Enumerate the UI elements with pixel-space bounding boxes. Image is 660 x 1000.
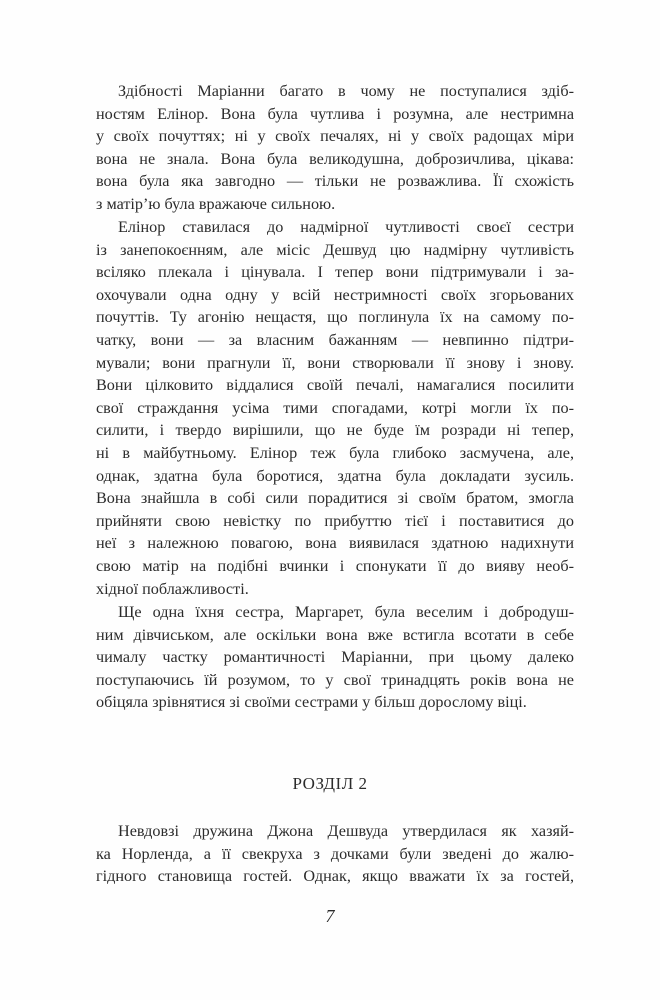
text-line: Ще одна їхня сестра, Маргарет, була веселим і добродуш- [118,603,574,621]
text-line: неї з належною повагою, вона виявилася здатною надихнути [96,534,574,553]
text-line: Елінор ставилася до надмірної чутливості своєї сестри [118,218,574,236]
page-number: 7 [325,906,335,926]
text-line: поступаючись їй розумом, то у свої тринадцять років вона не [96,670,574,689]
text-line: Здібності Маріанни багато в чому не поступалися здіб- [118,82,574,100]
text-line: у своїх почуттях; ні у своїх печалях, ні у своїх радощах міри [96,127,574,146]
text-line: ним дівчиськом, але оскільки вона вже встигла всотати в себе [96,625,574,644]
paragraph [96,216,574,600]
text-line: обіцяла зрівнятися зі своїми сестрами у більш дорослому віці. [96,693,527,712]
text-line: Вона знайшла в собі сили порадитися зі своїм братом, змогла [96,489,574,508]
paragraph [96,820,574,888]
text-line: вона не знала. Вона була великодушна, доброзичлива, цікава: [96,149,574,168]
text-line: прийняти свою невістку по прибуттю тієї і поставитися до [96,511,574,530]
text-line: Невдовзі дружина Джона Дешвуда утвердилася як хазяй- [118,822,574,840]
paragraph [96,80,574,216]
text-line: із занепокоєнням, але місіс Дешвуд цю надмірну чутливість [96,240,574,259]
text-line: чималу частку романтичності Маріанни, при цьому далеко [96,648,574,667]
text-line: почуттів. Ту агонію нещастя, що поглинула їх на самому по- [96,308,574,327]
text-line: з матір’ю була вражаюче сильною. [96,194,336,213]
text-line: охочували одна одну у всій нестримності своїх згорьованих [96,285,574,304]
chapter-heading: РОЗДІЛ 2 [292,774,368,793]
text-line: хідної поблажливості. [96,579,249,598]
text-line: вона була яка завгодно — тільки не розважлива. Її схожість [96,172,574,191]
text-line: мували; вони прагнули її, вони створювали її знову і знову. [96,353,574,372]
text-line: ностям Елінор. Вона була чутлива і розумна, але нестримна [96,104,574,123]
text-line: свою матір на подібні вчинки і спонукати її до вияву необ- [96,556,574,575]
text-line: однак, здатна була боротися, здатна була докладати зусиль. [96,466,574,485]
text-line: чатку, вони — за власним бажанням — невпинно підтри- [96,330,574,349]
text-line: свої страждання усіма тими спогадами, котрі могли їх по- [96,398,574,417]
text-line: ні в майбутньому. Елінор теж була глибоко засмучена, але, [96,443,574,462]
text-line: гідного становища гостей. Однак, якщо вважати їх за гостей, [96,867,574,886]
paragraph [96,601,574,714]
text-line: Вони цілковито віддалися своїй печалі, намагалися посилити [96,376,574,395]
text-line: всіляко плекала і цінувала. І тепер вони підтримували і за- [96,263,574,282]
text-line: ка Норленда, а її свекруха з дочками були зведені до жалю- [96,844,574,863]
text-line: силити, і твердо вирішили, що не буде їм розради ні тепер, [96,421,574,440]
